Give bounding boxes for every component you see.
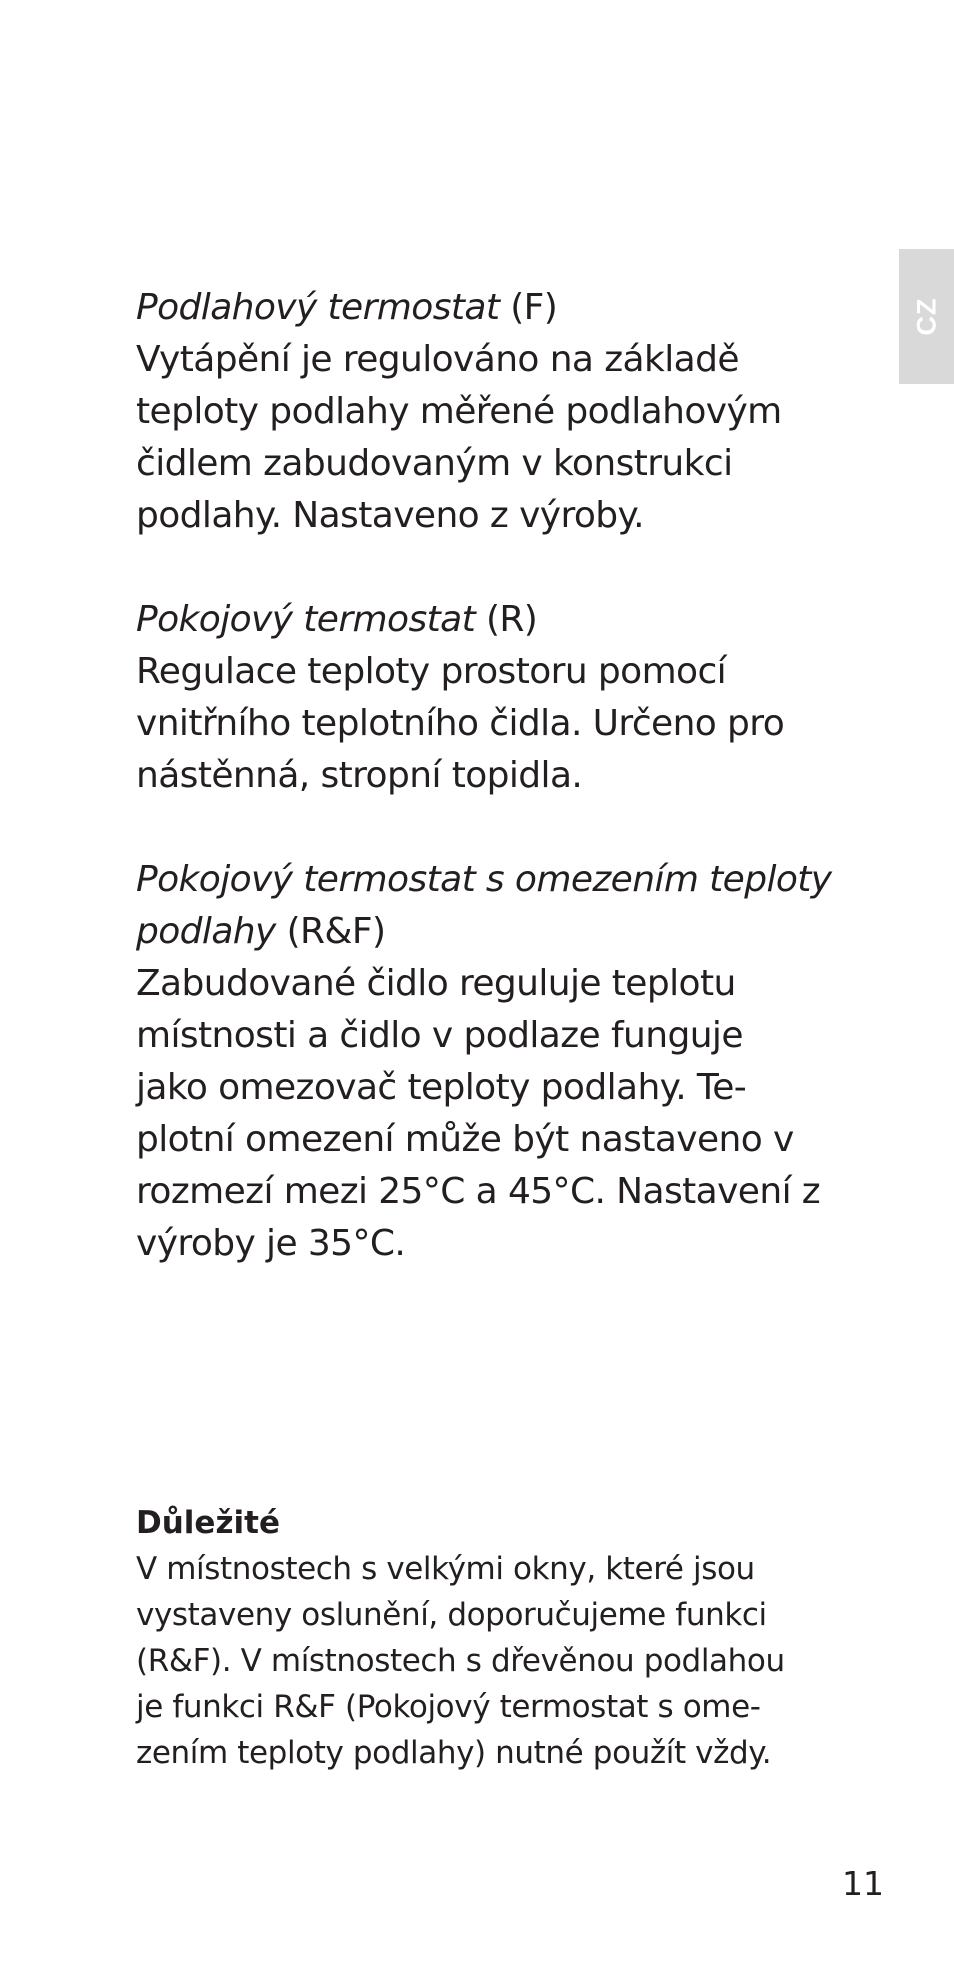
text-line: rozmezí mezi 25°C a 45°C. Nastavení z: [136, 1171, 821, 1212]
language-tab-label: CZ: [911, 297, 941, 336]
text-line: místnosti a čidlo v podlaze funguje: [136, 1015, 743, 1056]
mode-room-floor-limit-thermostat: [136, 854, 836, 1270]
mode-term: Podlahový termostat: [136, 287, 500, 328]
text-line: vystaveny oslunění, doporučujeme funkci: [136, 1597, 767, 1633]
mode-heading: [136, 282, 836, 334]
text-line: je funkci R&F (Pokojový termostat s ome-: [136, 1689, 761, 1725]
text-line: vnitřního teplotního čidla. Určeno pro: [136, 703, 785, 744]
mode-code: (R&F): [286, 911, 386, 952]
important-note: [136, 1500, 836, 1776]
important-heading: Důležité: [136, 1505, 280, 1541]
text-line: čidlem zabudovaným v konstrukci: [136, 443, 733, 484]
mode-code: (F): [510, 287, 558, 328]
text-line: podlahy. Nastaveno z výroby.: [136, 495, 644, 536]
text-line: Regulace teploty prostoru pomocí: [136, 651, 727, 692]
text-line: plotní omezení může být nastaveno v: [136, 1119, 794, 1160]
text-line: teploty podlahy měřené podlahovým: [136, 391, 782, 432]
text-line: Vytápění je regulováno na základě: [136, 339, 739, 380]
text-line: jako omezovač teploty podlahy. Te-: [136, 1067, 747, 1108]
mode-term-line: Pokojový termostat s omezením teploty: [136, 859, 832, 900]
mode-term: Pokojový termostat: [136, 599, 476, 640]
text-line: nástěnná, stropní topidla.: [136, 755, 583, 796]
mode-floor-thermostat: [136, 282, 836, 542]
page-number: 11: [842, 1864, 884, 1903]
mode-heading: [136, 594, 836, 646]
mode-code: (R): [485, 599, 538, 640]
mode-heading: [136, 906, 836, 958]
language-tab: [899, 249, 954, 384]
mode-term: podlahy: [136, 911, 276, 952]
text-line: V místnostech s velkými okny, které jsou: [136, 1551, 755, 1587]
text-line: výroby je 35°C.: [136, 1223, 406, 1264]
text-line: (R&F). V místnostech s dřevěnou podlahou: [136, 1643, 785, 1679]
text-line: Zabudované čidlo reguluje teplotu: [136, 963, 736, 1004]
mode-room-thermostat: [136, 594, 836, 802]
text-line: zením teploty podlahy) nutné použít vždy.: [136, 1735, 772, 1771]
thermostat-modes: [136, 282, 836, 1270]
